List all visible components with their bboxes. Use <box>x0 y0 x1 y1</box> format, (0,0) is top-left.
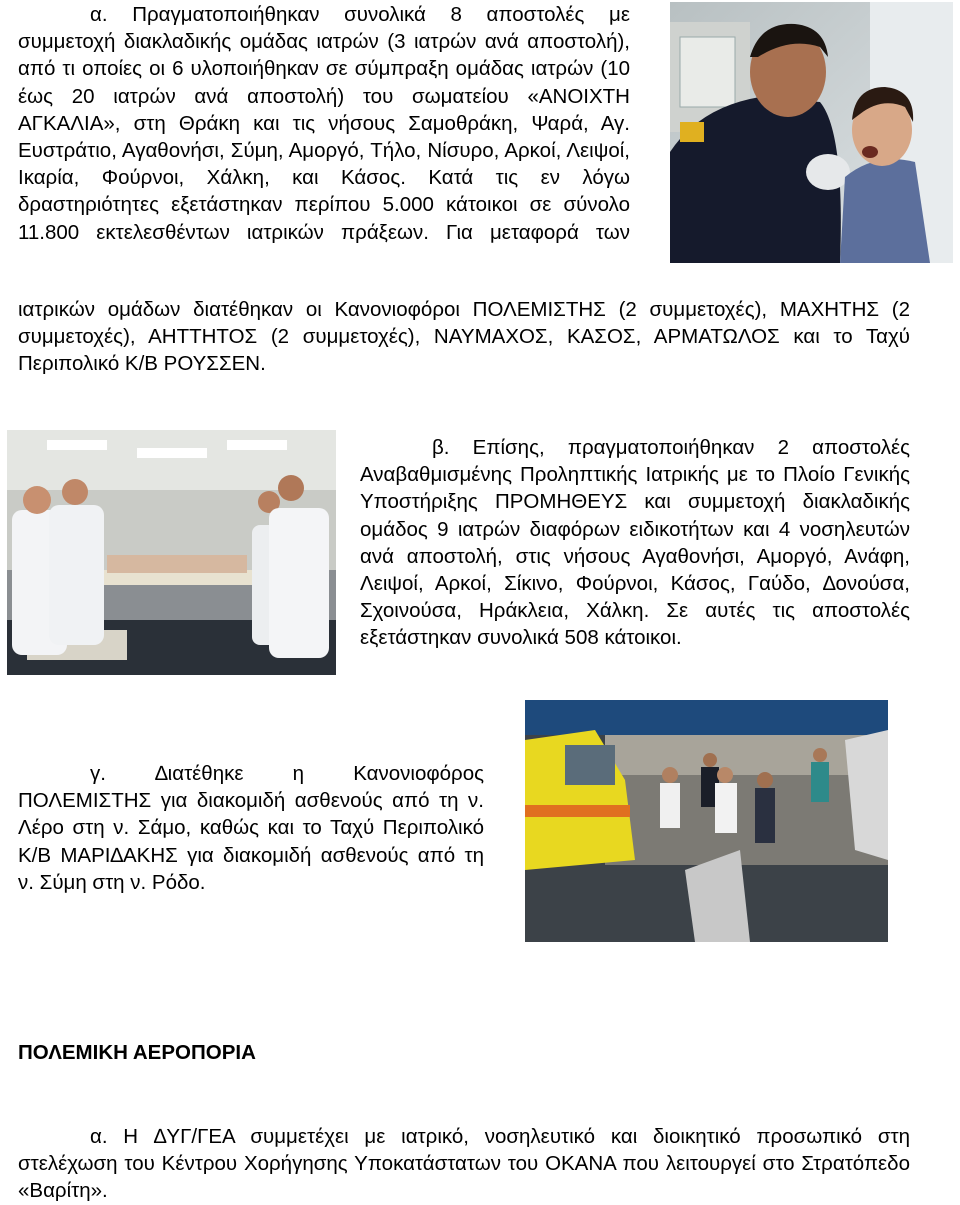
photo-navy-doctor-child <box>670 2 953 263</box>
paragraph-a-top <box>18 1 630 246</box>
paragraph-b-text: β. Επίσης, πραγματοποιήθηκαν 2 αποστολές Αναβαθμισμένης Προληπτικής Ιατρικής με το Πλοίο Γενικής Υποστήριξης ΠΡΟΜΗΘΕΥΣ και συμμετοχή διακλαδικής ομάδος 9 ιατρών διαφόρων ειδικοτήτων και 4 νοσηλευτών ανά αποστολή, στις νήσους Αγαθονήσι, Αμοργό, Ανάφη, Λειψοί, Αρκοί, Σίκινο, Φούρνοι, Κάσος, Γαύδο, ∆ονούσα, Σχοινούσα, Ηράκλεια, Χάλκη. Σε αυτές τις αποστολές εξετάστηκαν συνολικά 508 κάτοικοι. <box>360 436 910 650</box>
paragraph-c <box>18 760 484 896</box>
section-heading-air-force: ΠΟΛΕΜΙΚΗ ΑΕΡΟΠΟΡΙΑ <box>18 1041 256 1064</box>
photo-medical-team-room-image <box>7 430 336 675</box>
photo-ambulance-ship-deck <box>525 700 888 942</box>
paragraph-air-force-text: α. Η ∆ΥΓ/ΓΕΑ συμμετέχει με ιατρικό, νοσηλευτικό και διοικητικό προσωπικό στη στελέχωση του Κέντρου Χορήγησης Υποκατάστατων του ΟΚΑΝΑ που λειτουργεί στο Στρατόπεδο «Βαρίτη». <box>18 1125 910 1203</box>
paragraph-a-bottom <box>18 296 910 378</box>
paragraph-a-bottom-text: ιατρικών ομάδων διατέθηκαν οι Κανονιοφόροι ΠΟΛΕΜΙΣΤΗΣ (2 συμμετοχές), ΜΑΧΗΤΗΣ (2 συμμετοχές), ΑΗΤΤΗΤΟΣ (2 συμμετοχές), ΝΑΥΜΑΧΟΣ, ΚΑΣΟΣ, ΑΡΜΑΤΩΛΟΣ και το Ταχύ Περιπολικό Κ/Β ΡΟΥΣΣΕΝ. <box>18 298 910 376</box>
photo-ambulance-ship-deck-image <box>525 700 888 942</box>
paragraph-air-force <box>18 1123 910 1205</box>
photo-medical-team-room <box>7 430 336 675</box>
photo-navy-doctor-child-image <box>670 2 953 263</box>
paragraph-c-text: γ. ∆ιατέθηκε η Κανονιοφόρος ΠΟΛΕΜΙΣΤΗΣ για διακομιδή ασθενούς από τη ν. Λέρο στη ν. Σάμο, καθώς και το Ταχύ Περιπολικό Κ/Β ΜΑΡΙ∆ΑΚΗΣ για διακομιδή ασθενούς από τη ν. Σύμη στη ν. Ρόδο. <box>18 762 484 894</box>
paragraph-a-top-text: α. Πραγματοποιήθηκαν συνολικά 8 αποστολές με συμμετοχή διακλαδικής ομάδας ιατρών (3 ιατρών ανά αποστολή), από τι οποίες οι 6 υλοποιήθηκαν σε σύμπραξη ομάδας ιατρών (10 έως 20 ιατρών ανά αποστολή) του σωματείου «ΑΝΟΙΧΤΗ ΑΓΚΑΛΙΑ», στη Θράκη και τις νήσους Σαμοθράκη, Ψαρά, Αγ. Ευστράτιο, Αγαθονήσι, Σύμη, Αμοργό, Τήλο, Νίσυρο, Αρκοί, Λειψοί, Ικαρία, Φούρνοι, Χάλκη, και Κάσος. Κατά τις εν λόγω δραστηριότητες εξετάστηκαν περίπου 5.000 κάτοικοι σε σύνολο 11.800 εκτελεσθέντων ιατρικών πράξεων. Για μεταφορά των <box>18 3 630 244</box>
paragraph-b <box>360 434 910 652</box>
